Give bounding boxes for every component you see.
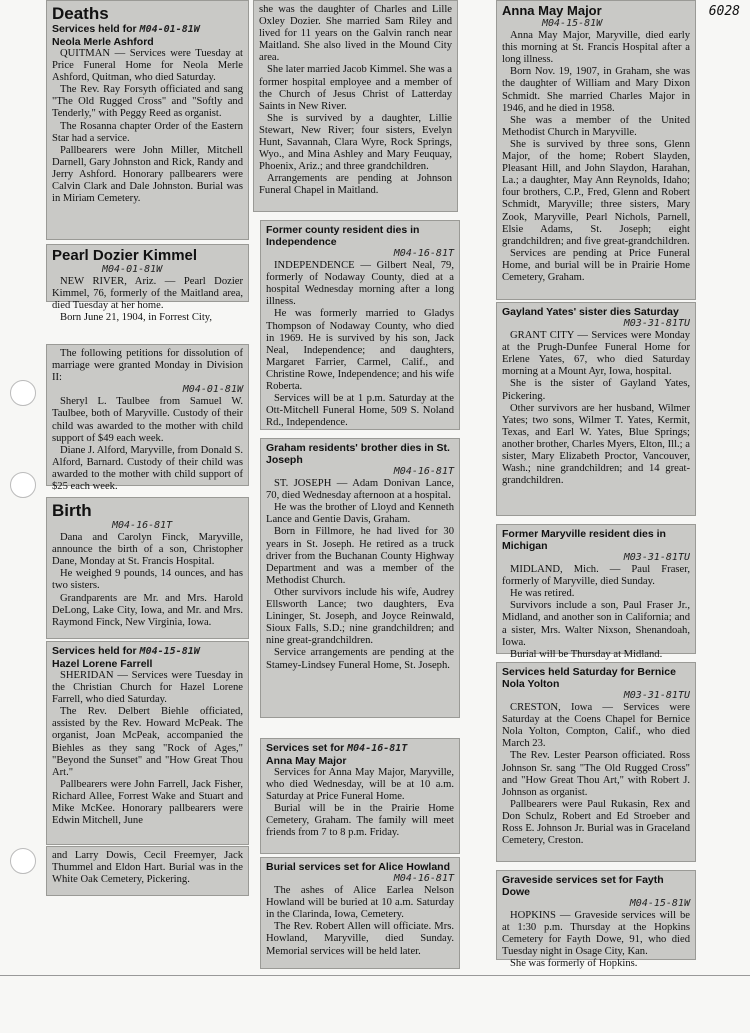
headline: Anna May Major (502, 3, 602, 18)
handwritten-note: M04-16-81T (393, 466, 454, 477)
handwritten-note: M04-16-81T (112, 520, 173, 531)
handwritten-note: M04-16-81T (347, 743, 408, 754)
clipping-yates (496, 302, 696, 516)
handwritten-note: M04-01-81W (182, 384, 243, 396)
clipping-fraser (496, 524, 696, 660)
clipping-dowe (496, 870, 696, 970)
clipping-major (496, 0, 696, 300)
handwritten-note: M04-01-81W (102, 264, 163, 275)
headline: Services held for M04-15-81W (52, 645, 200, 657)
clipping-farrell (46, 641, 249, 845)
paragraph: GRANT CITY — Services were Monday at the Prugh-Dunfee Funeral Home for Erlene Yates, 67, who died Saturday morning at a Mount Ayr, Iowa, hospital. (502, 330, 690, 378)
clipping-farrell-continued (46, 846, 249, 896)
handwritten-note: M03-31-81TU (623, 552, 690, 563)
paragraph: She is survived by three sons, Glenn Major, of the home; Robert Slayden, Pleasant Hill, and John Slaydon, Harahan, La.; a daughter, May Ann Reynolds, Idaho; four brothers, C.P., Fred, Glenn and Robert Schmidt, Maryville; three sisters, Mary Zook, Maryville, Pearl Nichols, Parnell, Elsie Adams, St. Joseph; eight grandchildren; and five great-grandchildren. (502, 138, 690, 247)
paragraph: Services will be at 1 p.m. Saturday at the Ott-Mitchell Funeral Home, 509 S. Noland Rd., Independence. (266, 393, 454, 429)
paragraph: SHERIDAN — Services were Tuesday in the Christian Church for Hazel Lorene Farrell, who died Saturday. (52, 670, 243, 706)
paragraph: She later married Jacob Kimmel. She was a former hospital employee and a member of the Church of Jesus Christ of Latterday Saints in New River. (259, 64, 452, 112)
headline: Services held for M04-01-81W (52, 23, 200, 35)
paragraph: Other survivors are her husband, Wilmer Yates; two sons, Wilmer T. Yates, Kermit, Texas, and Earl W. Yates, Blue Springs; another brother, Charles Myers, Elton, Ill.; a sister, Mary Elizabeth Proctor, Vancouver, Wash.; nine grandchildren; and 14 great-grandchildren. (502, 402, 690, 487)
paragraph: NEW RIVER, Ariz. — Pearl Dozier Kimmel, 76, formerly of the Maitland area, died Tuesday at her home. (52, 276, 243, 312)
headline: Pearl Dozier Kimmel (52, 247, 198, 264)
clipping-kimmel (46, 244, 249, 324)
paragraph: Other survivors include his wife, Audrey Ellsworth Lance; two daughters, Eva Lininger, St. Joseph, and Joyce Reinwald, Sioux Falls, S.D.; nine grandchildren; and nine great-grandchildren. (266, 586, 454, 647)
headline: Graveside services set for Fayth Dowe (502, 874, 664, 898)
handwritten-note: M04-01-81W (139, 24, 200, 35)
headline-name: Neola Merle Ashford (52, 36, 154, 48)
clipping-neal (260, 220, 460, 430)
clipping-dissolution (46, 344, 249, 493)
paragraph: Arrangements are pending at Johnson Funeral Chapel in Maitland. (259, 173, 452, 197)
handwritten-note: M04-15-81W (139, 646, 200, 657)
paragraph: and Larry Dowis, Cecil Freemyer, Jack Thummel and Eldon Hart. Burial was in the White Oak Cemetery, Pickering. (52, 850, 243, 886)
paragraph: The following petitions for dissolution of marriage were granted Monday in Division II: (52, 348, 243, 384)
paragraph: Sheryl L. Taulbee from Samuel W. Taulbee, both of Maryville. Custody of their child was awarded to the mother with child support of $49 each week. (52, 396, 243, 444)
section-title-deaths: Deaths (52, 4, 109, 23)
paragraph: He was formerly married to Gladys Thompson of Nodaway County, who died in 1969. He is survived by his son, Jack Neal, Independence; and daughters, Margaret Farrier, Carmel, Calif., and Christine Rowe, Independence; and his wife Roberta. (266, 308, 454, 393)
headline: Services set for M04-16-81T (266, 742, 408, 754)
paragraph: INDEPENDENCE — Gilbert Neal, 79, formerly of Nodaway County, died at a hospital Wednesday morning after a long illness. (266, 260, 454, 308)
paragraph: Born June 21, 1904, in Forrest City, (60, 312, 213, 324)
page-bottom-border (0, 975, 750, 976)
paragraph: Pallbearers were John Miller, Mitchell Darnell, Gary Johnston and Rick, Randy and Jerry Ashford. Honorary pallbearers were Calvin Clark and Dale Johnston. Burial was in Miriam Cemetery. (52, 144, 243, 205)
headline-name: Hazel Lorene Farrell (52, 658, 153, 670)
headline: Former Maryville resident dies in Michigan (502, 528, 666, 552)
handwritten-note: M04-16-81T (393, 248, 454, 259)
page-number: 6028 (708, 4, 740, 19)
paragraph: He weighed 9 pounds, 14 ounces, and has two sisters. (52, 568, 243, 592)
paragraph: Grandparents are Mr. and Mrs. Harold DeLong, Lake City, Iowa, and Mr. and Mrs. Raymond Finck, New Virginia, Iowa. (52, 592, 243, 628)
paragraph: Born Nov. 19, 1907, in Graham, she was the daughter of William and Mary Dixon Schmidt. She married Charles Major in 1946, and he died in 1958. (502, 66, 690, 114)
headline: Former county resident dies in Independence (266, 224, 420, 248)
paragraph: HOPKINS — Graveside services will be at 1:30 p.m. Thursday at the Hopkins Cemetery for Fayth Dowe, 91, who died Tuesday night in Osage City, Kan. (502, 910, 690, 958)
paragraph: Survivors include a son, Paul Fraser Jr., Midland, and another son in California; and a sister, Mrs. Walter Nixson, Shenandoah, Iowa. (502, 600, 690, 648)
paragraph: The Rev. Delbert Biehle officiated, assisted by the Rev. Howard McPeak. The organist, Joan McPeak, accompanied the Biehles as they sang "Rock of Ages," "Beyond the Sunset" and "How Great Thou Art." (52, 706, 243, 778)
headline: Burial services set for Alice Howland (266, 861, 451, 873)
handwritten-note: M03-31-81TU (623, 318, 690, 329)
paragraph: Pallbearers were John Farrell, Jack Fisher, Richard Allee, Forrest Wake and Stuart and Mike McKee. Honorary pallbearers were Edwin Mitchell, June (52, 778, 243, 827)
paragraph: Services for Anna May Major, Maryville, who died Wednesday, will be at 10 a.m. Saturday at Price Funeral Home. (266, 767, 454, 803)
headline: Gayland Yates' sister dies Saturday (502, 306, 679, 318)
paragraph: Born in Fillmore, he had lived for 30 years in St. Joseph. He retired as a truck driver from the Buchanan County Highway Department and was a member of the Methodist Church. (266, 526, 454, 586)
paragraph: Dana and Carolyn Finck, Maryville, announce the birth of a son, Christopher Dane, Monday at St. Francis Hospital. (52, 532, 243, 568)
section-title-birth: Birth (52, 501, 92, 520)
clipping-kimmel-continued (253, 0, 458, 212)
handwritten-note: M03-31-81TU (623, 690, 690, 701)
paragraph: The Rev. Ray Forsyth officiated and sang "The Old Rugged Cross" and "Softly and Tenderly," with Peggy Reed as organist. (52, 84, 243, 120)
paragraph: CRESTON, Iowa — Services were Saturday at the Coens Chapel for Bernice Nola Yolton, Compton, Calif., who died March 23. (502, 702, 690, 750)
headline: Services held Saturday for Bernice Nola Yolton (502, 666, 676, 690)
paragraph: Diane J. Alford, Maryville, from Donald S. Alford, Barnard. Custody of their child was awarded to the mother with child support of $25 each week. (52, 444, 244, 493)
paragraph: He was retired. (510, 588, 575, 600)
headline-name: Anna May Major (266, 755, 347, 767)
clipping-ashford (46, 0, 249, 240)
paragraph: She is the sister of Gayland Yates, Pickering. (502, 378, 690, 402)
paragraph: The Rev. Robert Allen will officiate. Mrs. Howland, Maryville, died Sunday. Memorial services will be held later. (266, 921, 454, 957)
paragraph: She was a member of the United Methodist Church in Maryville. (502, 114, 690, 138)
paragraph: She is survived by a daughter, Lillie Stewart, New River; four sisters, Evelyn Hunt, Savannah, Clara Wyre, Rock Springs, Wyo., and Mina Ashley and Mary Feuquay, Phoenix, Ariz.; and three grandchildren. (259, 112, 452, 173)
paragraph: MIDLAND, Mich. — Paul Fraser, formerly of Maryville, died Sunday. (502, 564, 690, 588)
paragraph: The Rosanna chapter Order of the Eastern Star had a service. (52, 120, 243, 144)
handwritten-note: M04-15-81W (629, 898, 690, 909)
clipping-yolton (496, 662, 696, 862)
handwritten-note: M04-15-81W (542, 18, 603, 29)
clipping-howland (260, 857, 460, 969)
binder-hole (10, 472, 36, 498)
clipping-major-services (260, 738, 460, 854)
paragraph: The ashes of Alice Earlea Nelson Howland will be buried at 10 a.m. Saturday in the Clarinda, Iowa, Cemetery. (266, 885, 454, 921)
paragraph: Anna May Major, Maryville, died early this morning at St. Francis Hospital after a long illness. (502, 30, 690, 66)
paragraph: She was formerly of Hopkins. (510, 958, 638, 970)
paragraph: Burial will be in the Prairie Home Cemetery, Graham. The family will meet friends from 7 to 8 p.m. Friday. (266, 803, 454, 839)
paragraph: QUITMAN — Services were Tuesday at Price Funeral Home for Neola Merle Ashford, Quitman, who died Saturday. (52, 48, 243, 84)
paragraph: The Rev. Lester Pearson officiated. Ross Johnson Sr. sang "The Old Rugged Cross" and "How Great Thou Art," with Robert J. Johnson as organist. (502, 750, 690, 798)
headline: Graham residents' brother dies in St. Joseph (266, 442, 450, 466)
paragraph: she was the daughter of Charles and Lille Oxley Dozier. She married Sam Riley and lived for 11 years on the Galvin ranch near Maitland. She also lived in the Mound City area. (259, 4, 452, 64)
paragraph: Burial will be Thursday at Midland. (510, 648, 663, 660)
paragraph: Pallbearers were Paul Rukasin, Rex and Don Schulz, Robert and Ed Stroeber and Ross E. Johnson Jr. Burial was in Graceland Cemetery, Creston. (502, 798, 690, 847)
paragraph: He was the brother of Lloyd and Kenneth Lance and Gentie Davis, Graham. (266, 502, 454, 526)
clipping-lance (260, 438, 460, 718)
paragraph: Service arrangements are pending at the Stamey-Lindsey Funeral Home, St. Joseph. (266, 647, 454, 671)
clipping-birth (46, 497, 249, 639)
handwritten-note: M04-16-81T (393, 873, 454, 884)
binder-hole (10, 380, 36, 406)
paragraph: Services are pending at Price Funeral Home, and burial will be in Prairie Home Cemetery, Graham. (502, 247, 690, 283)
paragraph: ST. JOSEPH — Adam Donivan Lance, 70, died Wednesday afternoon at a hospital. (266, 478, 454, 502)
binder-hole (10, 848, 36, 874)
